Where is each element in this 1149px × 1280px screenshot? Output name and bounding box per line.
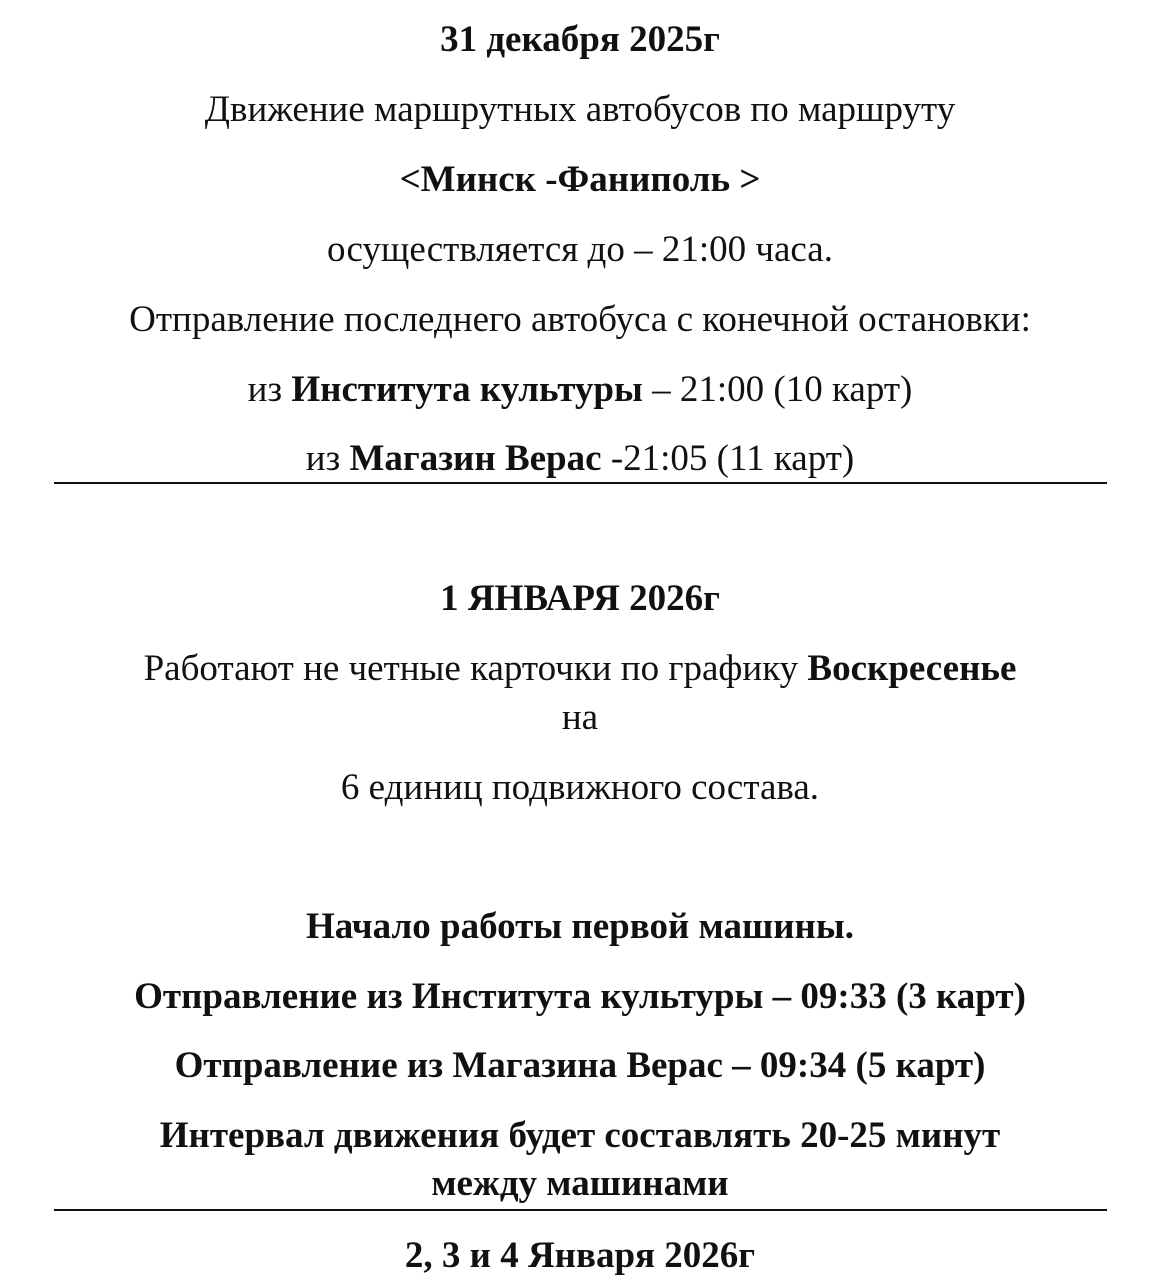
route-intro-text: Движение маршрутных автобусов по маршруту — [204, 89, 956, 130]
first-departure-veras: Отправление из Магазина Верас – 09:34 (5 карт) — [174, 1045, 986, 1086]
last-departure-stop-1 — [0, 368, 1149, 412]
stop-1-time: – 21:00 (10 карт) — [642, 369, 913, 410]
first-departure-institute: Отправление из Института культуры – 09:33 (3 карт) — [134, 976, 1026, 1017]
operating-until-text: осуществляется до – 21:00 часа. — [327, 229, 833, 270]
date-dec-31: 31 декабря 2025г — [440, 19, 720, 60]
stop-2-time: -21:05 (11 карт) — [601, 438, 855, 479]
section-divider-2 — [54, 1209, 1107, 1211]
stop-2-name: Магазин Верас — [349, 438, 602, 479]
date-jan-1: 1 ЯНВАРЯ 2026г — [440, 578, 720, 619]
first-vehicle-heading: Начало работы первой машины. — [306, 906, 854, 947]
vehicle-count-text: 6 единиц подвижного состава. — [340, 767, 820, 808]
schedule-text-continuation: на — [561, 697, 599, 738]
section-divider-1 — [54, 482, 1107, 484]
date-jan-2-4: 2, 3 и 4 Января 2026г — [404, 1235, 756, 1276]
stop-1-name: Института культуры — [291, 369, 643, 410]
schedule-sunday-text — [0, 647, 1149, 691]
schedule-day: Воскресенье — [807, 648, 1017, 689]
schedule-text: Работают не четные карточки по графику — [143, 648, 808, 689]
last-departure-heading: Отправление последнего автобуса с конечной остановки: — [129, 299, 1031, 340]
stop-2-prefix: из — [305, 438, 350, 479]
interval-text: Интервал движения будет составлять 20-25 минут — [159, 1115, 1001, 1156]
interval-text-continuation: между машинами — [431, 1163, 729, 1204]
stop-1-prefix: из — [247, 369, 292, 410]
last-departure-stop-2 — [0, 437, 1149, 481]
route-name: <Минск -Фаниполь > — [399, 159, 761, 200]
